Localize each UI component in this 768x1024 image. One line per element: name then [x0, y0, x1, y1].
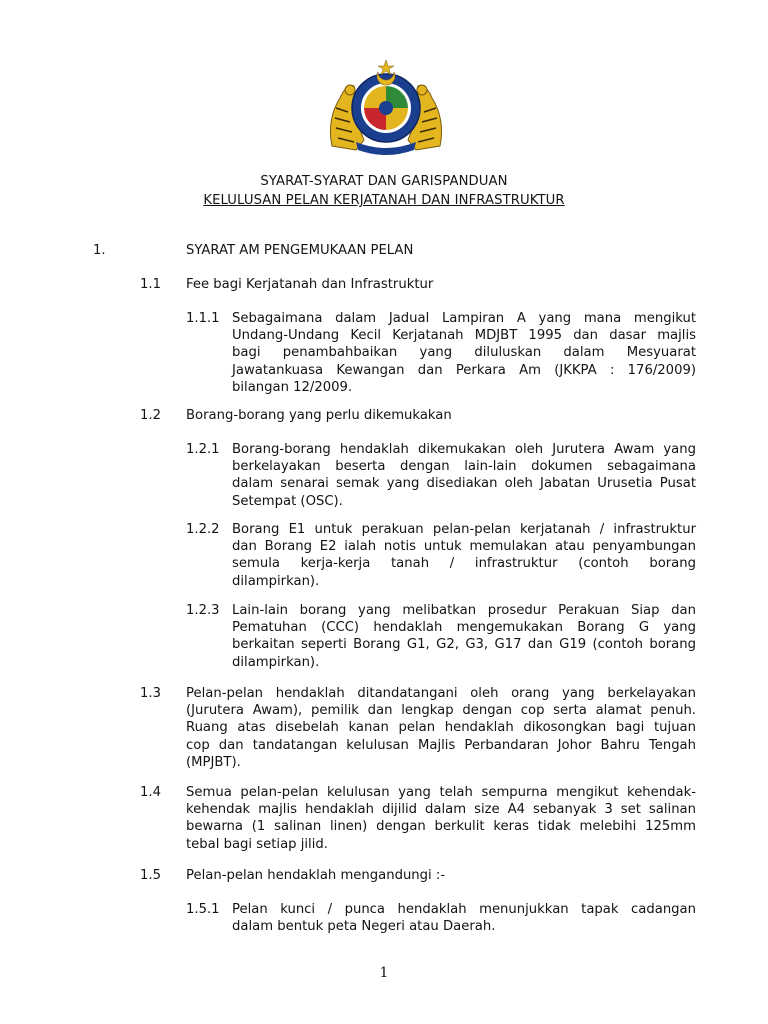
line: Lain-lain borang yang melibatkan prosedur Perakuan Siap dan	[232, 603, 696, 618]
subsection-body	[186, 784, 696, 853]
line: Pematuhan (CCC) hendaklah mengemukakan Borang G yang	[232, 620, 696, 636]
line: tebal bagi setiap jilid.	[186, 836, 328, 852]
line: Jawatankuasa Kewangan dan Perkara Am (JKKPA : 176/2009)	[232, 362, 696, 378]
clause-body	[232, 521, 696, 590]
line: semula kerja-kerja tanah / infrastruktur (contoh borang	[232, 556, 696, 572]
section-heading: SYARAT AM PENGEMUKAAN PELAN	[186, 243, 414, 258]
line: dilampirkan).	[232, 654, 320, 670]
line: (Jurutera Awam), pemilik dan lengkap dengan cop serta alamat penuh.	[186, 703, 696, 719]
subsection-number: 1.3	[140, 686, 161, 701]
clause-body	[232, 901, 696, 935]
line: cop dan tandatangan kelulusan Majlis Perbandaran Johor Bahru Tengah	[186, 737, 696, 753]
line: berkaitan seperti Borang G1, G2, G3, G17 dan G19 (contoh borang	[232, 637, 696, 653]
line: bagi penambahbaikan yang diluluskan dalam Mesyuarat	[232, 345, 696, 361]
line: Pelan-pelan hendaklah ditandatangani oleh orang yang berkelayakan	[186, 686, 696, 701]
clause-body	[232, 441, 696, 510]
line: bewarna (1 salinan linen) dengan berkulit keras tidak melebihi 125mm	[186, 819, 696, 835]
subsection-heading: Borang-borang yang perlu dikemukakan	[186, 408, 452, 423]
clause-number: 1.2.1	[186, 442, 220, 457]
line: dalam senarai semak yang disediakan oleh Jabatan Urusetia Pusat	[232, 476, 696, 492]
crest-logo	[326, 58, 446, 158]
line: dalam bentuk peta Negeri atau Daerah.	[232, 919, 496, 935]
line: Setempat (OSC).	[232, 493, 343, 509]
section-number: 1.	[93, 243, 106, 258]
clause-body	[232, 602, 696, 671]
line: Undang-Undang Kecil Kerjatanah MDJBT 1995 dan dasar majlis	[232, 328, 696, 344]
line: dilampirkan).	[232, 573, 320, 589]
clause-body	[232, 310, 696, 396]
subsection-body	[186, 685, 696, 771]
line: Sebagaimana dalam Jadual Lampiran A yang mana mengikut	[232, 311, 696, 326]
subsection-number: 1.1	[140, 277, 161, 292]
line: dan Borang E2 ialah notis untuk memulakan atau penyambungan	[232, 539, 696, 555]
line: bilangan 12/2009.	[232, 379, 353, 395]
line: kehendak majlis hendaklah dijilid dalam size A4 sebanyak 3 set salinan	[186, 802, 696, 818]
line: Pelan kunci / punca hendaklah menunjukkan tapak cadangan	[232, 902, 696, 917]
subsection-number: 1.2	[140, 408, 161, 423]
clause-number: 1.5.1	[186, 902, 220, 917]
line: Ruang atas disebelah kanan pelan hendaklah dikosongkan bagi tujuan	[186, 720, 696, 736]
line: (MPJBT).	[186, 754, 241, 770]
line: Semua pelan-pelan kelulusan yang telah sempurna mengikut kehendak-	[186, 785, 696, 800]
line: Borang-borang hendaklah dikemukakan oleh Jurutera Awam yang	[232, 442, 696, 457]
line: Borang E1 untuk perakuan pelan-pelan kerjatanah / infrastruktur	[232, 522, 696, 537]
subsection-number: 1.4	[140, 785, 161, 800]
clause-number: 1.1.1	[186, 311, 220, 326]
document-subtitle: KELULUSAN PELAN KERJATANAH DAN INFRASTRUKTUR	[203, 193, 565, 208]
subsection-heading: Pelan-pelan hendaklah mengandungi :-	[186, 868, 446, 883]
clause-number: 1.2.3	[186, 603, 220, 618]
subsection-number: 1.5	[140, 868, 161, 883]
line: berkelayakan beserta dengan lain-lain dokumen sebagaimana	[232, 459, 696, 475]
page-number: 1	[379, 965, 389, 981]
subsection-heading: Fee bagi Kerjatanah dan Infrastruktur	[186, 277, 434, 292]
clause-number: 1.2.2	[186, 522, 220, 537]
document-title: SYARAT-SYARAT DAN GARISPANDUAN	[260, 174, 508, 189]
